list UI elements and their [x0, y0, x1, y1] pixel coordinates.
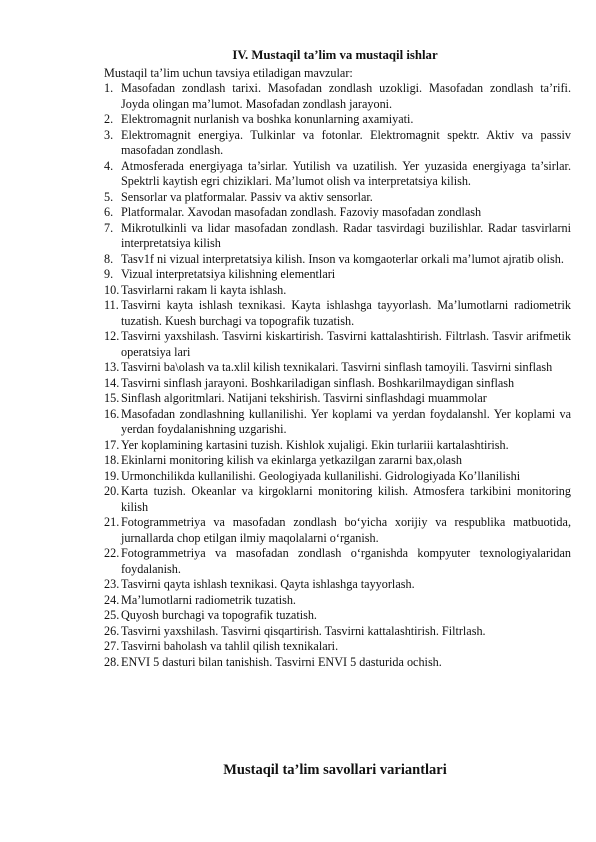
- list-item: [104, 283, 571, 299]
- item-text: Ekinlarni monitoring kilish va ekinlarga yetkazilgan zararni bax,olash: [121, 453, 462, 467]
- list-item: [104, 469, 571, 485]
- list-item: [104, 546, 571, 577]
- item-text: Tasvirni qayta ishlash texnikasi. Qayta ishlashga tayyorlash.: [121, 577, 415, 591]
- intro-line: Mustaqil ta’lim uchun tavsiya etiladigan mavzular:: [104, 66, 353, 80]
- item-number: 26.: [104, 623, 120, 638]
- item-number: 28.: [104, 654, 120, 669]
- list-item: [104, 577, 571, 593]
- list-item: [104, 159, 571, 190]
- item-number: 1.: [104, 81, 114, 95]
- list-item: [104, 391, 571, 407]
- list-item: [104, 81, 571, 112]
- list-item: [104, 515, 571, 546]
- item-text: Ma’lumotlarni radiometrik tuzatish.: [121, 592, 296, 607]
- item-number: 27.: [104, 639, 120, 653]
- item-number: 19.: [104, 468, 120, 483]
- item-text: Karta tuzish. Okeanlar va kirgoklarni monitoring kilish. Atmosfera tarkibini monitoring kilish: [121, 484, 571, 514]
- item-text: Urmonchilikda kullanilishi. Geologiyada kullanilishi. Gidrologiyada Ko’llanilishi: [121, 468, 521, 483]
- item-number: 15.: [104, 391, 120, 405]
- item-number: 11.: [104, 298, 119, 312]
- item-number: 23.: [104, 577, 120, 591]
- item-number: 8.: [104, 251, 114, 266]
- item-text: Atmosferada energiyaga ta’sirlar. Yutilish va uzatilish. Yer yuzasida energiyaga ta’sirlar. Spektrli kaytish egri chiziklari. Ma’lumot olish va interpretatsiya kilish.: [121, 158, 571, 188]
- list-item: [104, 624, 571, 640]
- list-item: [104, 608, 571, 624]
- list-item: [104, 484, 571, 515]
- item-number: 10.: [104, 282, 120, 297]
- item-number: 14.: [104, 375, 120, 390]
- item-number: 17.: [104, 437, 120, 452]
- item-text: Masofadan zondlashning kullanilishi. Yer koplami va yerdan foydalanshl. Yer koplami va yerdan foydalanishning uzgarishi.: [121, 406, 571, 436]
- item-number: 18.: [104, 453, 120, 467]
- item-text: Tasvirni yaxshilash. Tasvirni kiskartirish. Tasvirni kattalashtirish. Filtrlash. Tasvir arifmetik operatsiya lari: [121, 329, 571, 359]
- item-text: Sensorlar va platformalar. Passiv va aktiv sensorlar.: [121, 189, 373, 204]
- list-item: [104, 438, 571, 454]
- item-number: 24.: [104, 592, 120, 607]
- list-item: [104, 267, 571, 283]
- section-heading: IV. Mustaqil ta’lim va mustaqil ishlar: [232, 48, 438, 62]
- item-text: Tasvirni ba\olash va ta.xlil kilish texnikalari. Tasvirni sinflash tamoyili. Tasvirni sinflash: [121, 360, 553, 374]
- item-text: Tasv1f ni vizual interpretatsiya kilish. Inson va komgaoterlar orkali ma’lumot ajratib olish.: [121, 251, 564, 266]
- item-number: 9.: [104, 267, 114, 281]
- list-item: [104, 329, 571, 360]
- item-text: ENVI 5 dasturi bilan tanishish. Tasvirni ENVI 5 dasturida ochish.: [121, 654, 442, 669]
- list-item: [104, 190, 571, 206]
- item-number: 2.: [104, 112, 114, 126]
- item-number: 16.: [104, 406, 120, 421]
- list-item: [104, 298, 571, 329]
- item-number: 4.: [104, 158, 114, 173]
- item-number: 21.: [104, 515, 120, 529]
- item-number: 5.: [104, 189, 114, 204]
- item-text: Vizual interpretatsiya kilishning elementlari: [121, 267, 336, 281]
- list-item: [104, 128, 571, 159]
- variants-heading: Mustaqil ta’lim savollari variantlari: [223, 762, 447, 778]
- list-item: [104, 221, 571, 252]
- item-text: Tasvirni sinflash jarayoni. Boshkariladigan sinflash. Boshkarilmaydigan sinflash: [121, 375, 515, 390]
- list-item: [104, 655, 571, 671]
- item-text: Tasvirni yaxshilash. Tasvirni qisqartirish. Tasvirni kattalashtirish. Filtrlash.: [121, 623, 486, 638]
- list-item: [104, 593, 571, 609]
- item-number: 20.: [104, 484, 120, 498]
- item-text: Tasvirlarni rakam li kayta ishlash.: [121, 282, 287, 297]
- item-number: 22.: [104, 546, 120, 560]
- item-number: 6.: [104, 205, 114, 219]
- topic-list: [104, 81, 571, 670]
- item-number: 25.: [104, 608, 120, 622]
- list-item: [104, 453, 571, 469]
- item-text: Elektromagnit energiya. Tulkinlar va fotonlar. Elektromagnit spektr. Aktiv va passiv masofadan zondlash.: [121, 127, 571, 157]
- item-number: 13.: [104, 360, 120, 374]
- list-item: [104, 407, 571, 438]
- item-text: Tasvirni baholash va tahlil qilish texnikalari.: [121, 639, 339, 653]
- item-text: Platformalar. Xavodan masofadan zondlash. Fazoviy masofadan zondlash: [121, 205, 482, 219]
- list-item: [104, 360, 571, 376]
- item-text: Sinflash algoritmlari. Natijani tekshirish. Tasvirni sinflashdagi muammolar: [121, 391, 487, 405]
- item-number: 12.: [104, 329, 120, 343]
- list-item: [104, 205, 571, 221]
- item-text: Masofadan zondlash tarixi. Masofadan zondlash uzokligi. Masofadan zondlash ta’rifi. Joyda olingan ma’lumot. Masofadan zondlash jarayoni.: [121, 81, 571, 111]
- item-text: Mikrotulkinli va lidar masofadan zondlash. Radar tasvirdagi buzilishlar. Radar tasvirlarni interpretatsiya kilish: [121, 220, 571, 250]
- item-text: Tasvirni kayta ishlash texnikasi. Kayta ishlashga tayyorlash. Ma’lumotlarni radiometrik tuzatish. Kuesh burchagi va topografik tuzatish.: [121, 298, 571, 328]
- item-text: Fotogrammetriya va masofadan zondlash o‘rganishda kompyuter texnologiyalaridan foydalanish.: [121, 546, 571, 576]
- list-item: [104, 252, 571, 268]
- item-number: 3.: [104, 127, 114, 142]
- item-text: Elektromagnit nurlanish va boshka konunlarning axamiyati.: [121, 112, 414, 126]
- item-number: 7.: [104, 220, 114, 235]
- item-text: Quyosh burchagi va topografik tuzatish.: [121, 608, 317, 622]
- list-item: [104, 376, 571, 392]
- list-item: [104, 112, 571, 128]
- list-item: [104, 639, 571, 655]
- item-text: Fotogrammetriya va masofadan zondlash bo‘yicha xorijiy va respublika matbuotida, jurnallarda chop etilgan ilmiy maqolalarni o‘rganish.: [121, 515, 571, 545]
- item-text: Yer koplamining kartasini tuzish. Kishlok xujaligi. Ekin turlariii kartalashtirish.: [121, 437, 509, 452]
